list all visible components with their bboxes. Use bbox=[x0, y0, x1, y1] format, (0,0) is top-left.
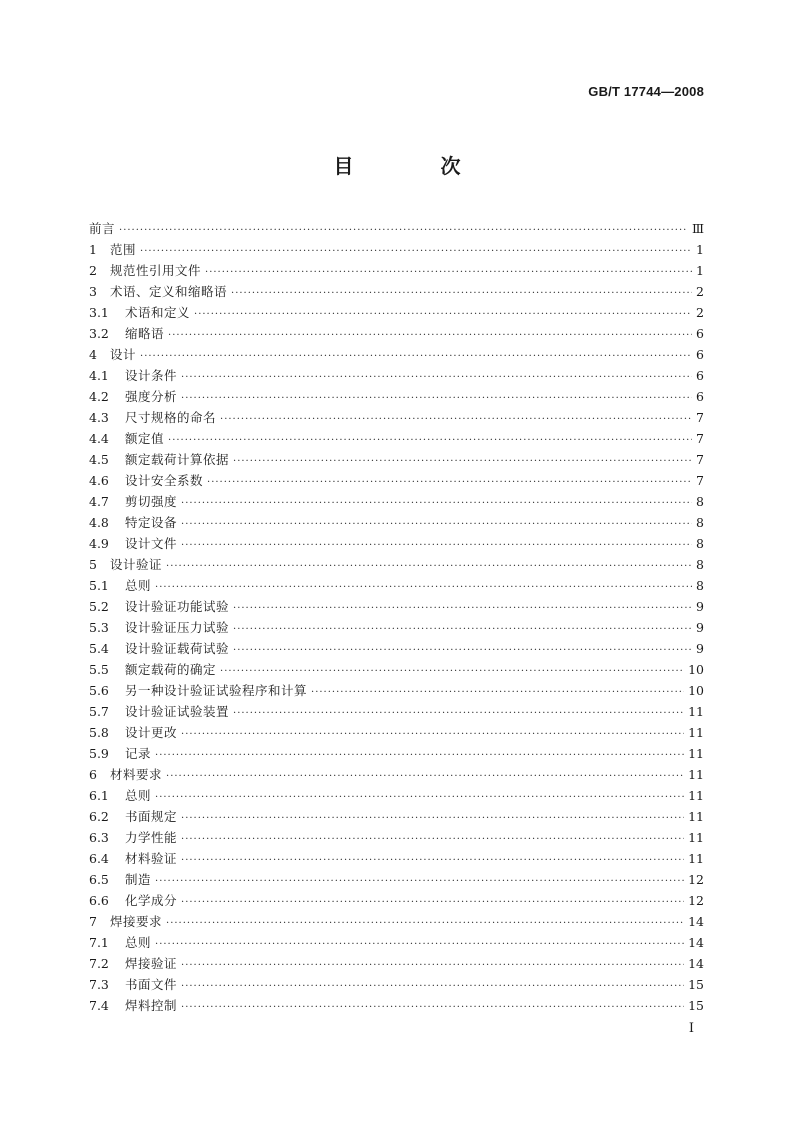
toc-entry-number: 6.1 bbox=[89, 788, 109, 803]
toc-entry[interactable] bbox=[89, 869, 704, 890]
toc-dot-leader bbox=[231, 283, 692, 304]
toc-entry[interactable] bbox=[89, 596, 704, 617]
toc-entry[interactable] bbox=[89, 533, 704, 554]
toc-dot-leader bbox=[168, 325, 692, 346]
toc-entry-page: 11 bbox=[688, 767, 704, 782]
toc-entry[interactable] bbox=[89, 995, 704, 1016]
toc-entry[interactable] bbox=[89, 575, 704, 596]
toc-dot-leader bbox=[181, 955, 684, 976]
toc-entry[interactable] bbox=[89, 218, 704, 239]
toc-dot-leader bbox=[233, 598, 692, 619]
toc-entry[interactable] bbox=[89, 260, 704, 281]
toc-entry-page: 9 bbox=[696, 620, 704, 635]
toc-entry-number: 6.2 bbox=[89, 809, 109, 824]
toc-entry-number: 5.2 bbox=[89, 599, 109, 614]
toc-entry-number: 5.9 bbox=[89, 746, 109, 761]
toc-entry-label: 焊接要求 bbox=[110, 914, 163, 929]
toc-entry-page: 6 bbox=[696, 389, 704, 404]
toc-dot-leader bbox=[155, 871, 684, 892]
toc-entry-number: 2 bbox=[89, 263, 97, 278]
toc-entry-label: 记录 bbox=[125, 746, 152, 761]
toc-dot-leader bbox=[155, 787, 684, 808]
toc-entry-label: 总则 bbox=[125, 578, 152, 593]
toc-entry[interactable] bbox=[89, 554, 704, 575]
toc-entry-page: 15 bbox=[688, 977, 704, 992]
toc-entry-page: 10 bbox=[688, 662, 704, 677]
toc-dot-leader bbox=[233, 619, 692, 640]
toc-dot-leader bbox=[181, 514, 692, 535]
toc-entry-label: 设计 bbox=[110, 347, 137, 362]
toc-entry-label: 设计条件 bbox=[125, 368, 178, 383]
toc-entry-page: 14 bbox=[688, 914, 704, 929]
toc-entry[interactable] bbox=[89, 512, 704, 533]
toc-entry-label: 设计验证试验装置 bbox=[125, 704, 230, 719]
toc-entry[interactable] bbox=[89, 407, 704, 428]
toc-entry-page: 10 bbox=[688, 683, 704, 698]
toc-entry[interactable] bbox=[89, 764, 704, 785]
toc-dot-leader bbox=[181, 829, 684, 850]
toc-dot-leader bbox=[220, 661, 684, 682]
standard-code: GB/T 17744—2008 bbox=[588, 84, 704, 99]
toc-entry-label: 特定设备 bbox=[125, 515, 178, 530]
toc-entry-label: 规范性引用文件 bbox=[110, 263, 202, 278]
toc-entry[interactable] bbox=[89, 974, 704, 995]
toc-entry-number: 6.4 bbox=[89, 851, 109, 866]
toc-entry-label: 额定载荷计算依据 bbox=[125, 452, 230, 467]
toc-dot-leader bbox=[181, 808, 684, 829]
toc-entry-page: 8 bbox=[696, 515, 704, 530]
toc-entry[interactable] bbox=[89, 428, 704, 449]
toc-entry-number: 5.4 bbox=[89, 641, 109, 656]
toc-entry-number: 6.6 bbox=[89, 893, 109, 908]
toc-entry-page: 11 bbox=[688, 851, 704, 866]
toc-entry-label: 设计验证 bbox=[110, 557, 163, 572]
toc-dot-leader bbox=[181, 976, 684, 997]
toc-entry-page: 8 bbox=[696, 578, 704, 593]
toc-entry[interactable] bbox=[89, 722, 704, 743]
toc-entry-page: 6 bbox=[696, 326, 704, 341]
toc-entry-page: 6 bbox=[696, 347, 704, 362]
toc-entry-label: 材料要求 bbox=[110, 767, 163, 782]
toc-entry-page: 11 bbox=[688, 830, 704, 845]
toc-entry-page: 2 bbox=[696, 305, 704, 320]
toc-entry-label: 额定值 bbox=[125, 431, 165, 446]
toc-entry-page: 2 bbox=[696, 284, 704, 299]
toc-entry[interactable] bbox=[89, 323, 704, 344]
toc-entry-label: 设计验证压力试验 bbox=[125, 620, 230, 635]
toc-entry-page: 7 bbox=[696, 452, 704, 467]
toc-entry-label: 化学成分 bbox=[125, 893, 178, 908]
toc-entry-page: 11 bbox=[688, 809, 704, 824]
toc-entry-label: 设计安全系数 bbox=[125, 473, 204, 488]
toc-entry-label: 总则 bbox=[125, 788, 152, 803]
toc-dot-leader bbox=[233, 703, 684, 724]
toc-entry[interactable] bbox=[89, 239, 704, 260]
toc-entry-page: 11 bbox=[688, 788, 704, 803]
toc-entry[interactable] bbox=[89, 638, 704, 659]
toc-entry[interactable] bbox=[89, 827, 704, 848]
toc-dot-leader bbox=[140, 346, 692, 367]
toc-entry-page: 11 bbox=[688, 746, 704, 761]
toc-entry-number: 3.2 bbox=[89, 326, 109, 341]
toc-dot-leader bbox=[194, 304, 692, 325]
toc-entry-label: 尺寸规格的命名 bbox=[125, 410, 217, 425]
toc-dot-leader bbox=[181, 850, 684, 871]
toc-entry-number: 6 bbox=[89, 767, 97, 782]
toc-dot-leader bbox=[220, 409, 692, 430]
toc-entry[interactable] bbox=[89, 932, 704, 953]
toc-entry-number: 7 bbox=[89, 914, 97, 929]
toc-entry[interactable] bbox=[89, 386, 704, 407]
toc-entry-label: 设计验证载荷试验 bbox=[125, 641, 230, 656]
toc-entry-label: 焊接验证 bbox=[125, 956, 178, 971]
toc-entry-page: 15 bbox=[688, 998, 704, 1013]
toc-entry-number: 4.1 bbox=[89, 368, 109, 383]
toc-entry-label: 材料验证 bbox=[125, 851, 178, 866]
toc-entry-page: 14 bbox=[688, 935, 704, 950]
toc-entry-page: 8 bbox=[696, 557, 704, 572]
toc-entry-number: 7.3 bbox=[89, 977, 109, 992]
toc-entry[interactable] bbox=[89, 806, 704, 827]
toc-dot-leader bbox=[155, 577, 692, 598]
toc-entry-number: 5.8 bbox=[89, 725, 109, 740]
toc-dot-leader bbox=[166, 556, 692, 577]
toc-entry-number: 4 bbox=[89, 347, 97, 362]
table-of-contents bbox=[89, 218, 704, 1016]
toc-entry[interactable] bbox=[89, 302, 704, 323]
toc-entry[interactable] bbox=[89, 953, 704, 974]
page-title: 目 次 bbox=[333, 154, 501, 178]
toc-entry[interactable] bbox=[89, 848, 704, 869]
toc-dot-leader bbox=[207, 472, 692, 493]
toc-entry-number: 5.7 bbox=[89, 704, 109, 719]
toc-dot-leader bbox=[233, 640, 692, 661]
toc-entry-number: 4.7 bbox=[89, 494, 109, 509]
toc-dot-leader bbox=[181, 892, 684, 913]
toc-entry-number: 3.1 bbox=[89, 305, 109, 320]
toc-entry-number: 5 bbox=[89, 557, 97, 572]
toc-entry-number: 4.5 bbox=[89, 452, 109, 467]
toc-entry[interactable] bbox=[89, 911, 704, 932]
toc-entry[interactable] bbox=[89, 344, 704, 365]
toc-dot-leader bbox=[181, 388, 692, 409]
toc-entry-page: 12 bbox=[688, 872, 704, 887]
toc-entry[interactable] bbox=[89, 743, 704, 764]
toc-entry[interactable] bbox=[89, 449, 704, 470]
toc-entry-page: 11 bbox=[688, 725, 704, 740]
toc-entry-page: 7 bbox=[696, 410, 704, 425]
toc-entry[interactable] bbox=[89, 491, 704, 512]
toc-entry-label: 设计文件 bbox=[125, 536, 178, 551]
toc-dot-leader bbox=[311, 682, 684, 703]
toc-entry-label: 书面规定 bbox=[125, 809, 178, 824]
toc-dot-leader bbox=[119, 220, 688, 241]
toc-entry-number: 4.4 bbox=[89, 431, 109, 446]
toc-entry-page: 8 bbox=[696, 536, 704, 551]
toc-entry-number: 5.3 bbox=[89, 620, 109, 635]
toc-entry[interactable] bbox=[89, 785, 704, 806]
toc-entry-label: 剪切强度 bbox=[125, 494, 178, 509]
toc-dot-leader bbox=[181, 367, 692, 388]
toc-entry-page: 14 bbox=[688, 956, 704, 971]
toc-entry-page: 9 bbox=[696, 641, 704, 656]
toc-dot-leader bbox=[181, 493, 692, 514]
toc-entry-label: 焊料控制 bbox=[125, 998, 178, 1013]
toc-entry-page: 7 bbox=[696, 431, 704, 446]
toc-entry-page: Ⅲ bbox=[691, 221, 704, 236]
toc-entry-page: 9 bbox=[696, 599, 704, 614]
toc-entry[interactable] bbox=[89, 659, 704, 680]
toc-entry-number: 4.2 bbox=[89, 389, 109, 404]
toc-entry[interactable] bbox=[89, 617, 704, 638]
toc-entry[interactable] bbox=[89, 470, 704, 491]
toc-entry-label: 范围 bbox=[110, 242, 137, 257]
toc-entry-number: 5.6 bbox=[89, 683, 109, 698]
toc-entry-page: 11 bbox=[688, 704, 704, 719]
toc-entry-label: 缩略语 bbox=[125, 326, 165, 341]
toc-entry[interactable] bbox=[89, 281, 704, 302]
toc-entry-number: 7.1 bbox=[89, 935, 109, 950]
toc-dot-leader bbox=[140, 241, 692, 262]
toc-dot-leader bbox=[205, 262, 692, 283]
page-number: I bbox=[688, 1021, 694, 1036]
toc-dot-leader bbox=[155, 745, 684, 766]
toc-entry-number: 4.6 bbox=[89, 473, 109, 488]
toc-entry-label: 制造 bbox=[125, 872, 152, 887]
toc-entry-label: 设计验证功能试验 bbox=[125, 599, 230, 614]
toc-entry-label: 额定载荷的确定 bbox=[125, 662, 217, 677]
toc-entry-number: 3 bbox=[89, 284, 97, 299]
toc-entry-label: 强度分析 bbox=[125, 389, 178, 404]
toc-entry-number: 4.8 bbox=[89, 515, 109, 530]
toc-entry[interactable] bbox=[89, 365, 704, 386]
toc-dot-leader bbox=[181, 724, 684, 745]
toc-dot-leader bbox=[233, 451, 692, 472]
toc-entry-page: 7 bbox=[696, 473, 704, 488]
toc-entry-number: 6.5 bbox=[89, 872, 109, 887]
toc-entry-number: 5.1 bbox=[89, 578, 109, 593]
toc-entry-label: 术语和定义 bbox=[125, 305, 191, 320]
toc-dot-leader bbox=[166, 766, 684, 787]
toc-entry-label: 术语、定义和缩略语 bbox=[110, 284, 228, 299]
toc-entry[interactable] bbox=[89, 680, 704, 701]
toc-entry-number: 5.5 bbox=[89, 662, 109, 677]
toc-entry-page: 12 bbox=[688, 893, 704, 908]
toc-entry-number: 6.3 bbox=[89, 830, 109, 845]
toc-dot-leader bbox=[181, 535, 692, 556]
toc-entry[interactable] bbox=[89, 701, 704, 722]
toc-entry-label: 书面文件 bbox=[125, 977, 178, 992]
toc-entry-label: 设计更改 bbox=[125, 725, 178, 740]
toc-entry-number: 4.3 bbox=[89, 410, 109, 425]
toc-entry-number: 1 bbox=[89, 242, 97, 257]
toc-entry-number: 7.4 bbox=[89, 998, 109, 1013]
toc-entry-page: 1 bbox=[696, 263, 704, 278]
toc-entry-page: 1 bbox=[696, 242, 704, 257]
toc-entry-page: 8 bbox=[696, 494, 704, 509]
toc-dot-leader bbox=[155, 934, 684, 955]
toc-entry-number: 4.9 bbox=[89, 536, 109, 551]
toc-entry-label: 力学性能 bbox=[125, 830, 178, 845]
toc-entry-number: 7.2 bbox=[89, 956, 109, 971]
toc-entry-page: 6 bbox=[696, 368, 704, 383]
toc-dot-leader bbox=[168, 430, 692, 451]
toc-entry-label: 另一种设计验证试验程序和计算 bbox=[125, 683, 308, 698]
toc-dot-leader bbox=[181, 997, 684, 1018]
toc-entry-label: 总则 bbox=[125, 935, 152, 950]
toc-entry-label: 前言 bbox=[89, 221, 116, 236]
toc-dot-leader bbox=[166, 913, 684, 934]
toc-entry[interactable] bbox=[89, 890, 704, 911]
